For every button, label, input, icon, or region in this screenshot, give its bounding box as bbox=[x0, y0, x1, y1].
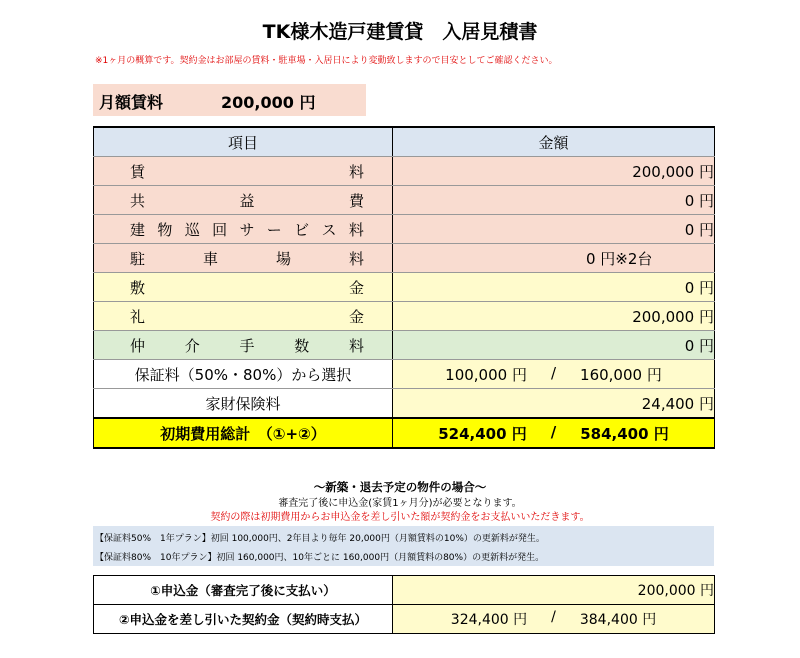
item-label-char: 数 bbox=[294, 336, 310, 355]
item-label bbox=[94, 331, 393, 360]
item-amount: 200,000 円 bbox=[393, 157, 715, 186]
new-build-case-line2: 契約の際は初期費用からお申込金を差し引いた額が契約金をお支払いいただきます。 bbox=[210, 512, 590, 523]
plan-1year: 【保証料50% 1年プラン】初回 100,000円、2年目より毎年 20,000円（月額賃料の10%）の更新料が発生。 bbox=[95, 534, 545, 544]
item-label-char: 回 bbox=[212, 220, 228, 239]
item-amount: 200,000 円 bbox=[393, 302, 715, 331]
item-label bbox=[94, 302, 393, 331]
item-amount: 0 円 bbox=[393, 186, 715, 215]
application-fee-label: ①申込金（審査完了後に支払い） bbox=[94, 576, 393, 605]
estimate-table bbox=[93, 126, 715, 449]
item-label-char: ー bbox=[266, 220, 282, 239]
application-fee-amount: 200,000 円 bbox=[393, 576, 715, 605]
page-title: TK様木造戸建賃貸 入居見積書 bbox=[262, 21, 538, 43]
monthly-rent-label: 月額賃料 bbox=[99, 93, 164, 112]
item-label-char: 介 bbox=[184, 336, 200, 355]
contract-fee-amount-80: 384,400 円 bbox=[579, 612, 657, 628]
item-label-char: 物 bbox=[157, 220, 173, 239]
item-label bbox=[94, 273, 393, 302]
item-label-char: 料 bbox=[348, 162, 364, 181]
guarantee-amount-50: 100,000 円 bbox=[445, 365, 527, 384]
contract-fee-amounts bbox=[393, 605, 715, 634]
total-amounts bbox=[393, 418, 715, 448]
total-separator: / bbox=[550, 422, 557, 441]
table-row bbox=[94, 215, 715, 244]
table-header-row bbox=[94, 127, 715, 157]
item-label-char: 建 bbox=[130, 220, 146, 239]
item-label bbox=[94, 215, 393, 244]
item-label-char: 場 bbox=[275, 249, 291, 268]
item-label-char: ス bbox=[321, 220, 337, 239]
item-label-char: 費 bbox=[348, 191, 364, 210]
item-label-char: 駐 bbox=[130, 249, 146, 268]
contract-fee-amount-50: 324,400 円 bbox=[450, 612, 528, 628]
item-label-char: 益 bbox=[239, 191, 255, 210]
item-label-char: 車 bbox=[202, 249, 218, 268]
item-label bbox=[94, 244, 393, 273]
insurance-label: 家財保険料 bbox=[94, 389, 393, 419]
table-row-contract-fee bbox=[94, 605, 715, 634]
item-label-char: 礼 bbox=[130, 307, 146, 326]
contract-fee-label: ②申込金を差し引いた契約金（契約時支払） bbox=[94, 605, 393, 634]
item-label-char: 金 bbox=[348, 278, 364, 297]
item-label-char: ビ bbox=[294, 220, 310, 239]
item-label-char: 料 bbox=[348, 249, 364, 268]
new-build-case-title: ～新築・退去予定の物件の場合～ bbox=[313, 480, 487, 494]
table-row-guarantee bbox=[94, 360, 715, 389]
header-item: 項目 bbox=[94, 127, 393, 157]
item-amount: 0 円 bbox=[393, 273, 715, 302]
monthly-rent-value: 200,000 円 bbox=[221, 93, 316, 112]
total-label: 初期費用総計 （①+②） bbox=[94, 418, 393, 448]
monthly-rent-box bbox=[93, 84, 366, 116]
guarantee-amounts bbox=[393, 360, 715, 389]
plan-10year: 【保証料80% 10年プラン】初回 160,000円、10年ごとに 160,000円（月額賃料の80%）の更新料が発生。 bbox=[95, 553, 545, 563]
table-row-application-fee bbox=[94, 576, 715, 605]
table-row-insurance bbox=[94, 389, 715, 419]
item-label bbox=[94, 186, 393, 215]
item-label-char: 金 bbox=[348, 307, 364, 326]
guarantee-separator: / bbox=[550, 363, 557, 382]
item-label-char: 共 bbox=[130, 191, 146, 210]
table-row-total bbox=[94, 418, 715, 448]
guarantee-amount-80: 160,000 円 bbox=[580, 365, 662, 384]
total-amount-80: 584,400 円 bbox=[580, 424, 669, 443]
item-label-char: 巡 bbox=[184, 220, 200, 239]
item-amount: 0 円※2台 bbox=[393, 244, 715, 273]
table-row bbox=[94, 244, 715, 273]
item-label-char: 賃 bbox=[130, 162, 146, 181]
guarantee-label: 保証料（50%・80%）から選択 bbox=[94, 360, 393, 389]
payment-table bbox=[93, 575, 715, 634]
item-amount: 0 円 bbox=[393, 215, 715, 244]
item-label-char: サ bbox=[239, 220, 255, 239]
estimate-note: ※1ヶ月の概算です。契約金はお部屋の賃料・駐車場・入居日により変動致しますので目安としてご確認ください。 bbox=[95, 56, 558, 66]
header-amount: 金額 bbox=[393, 127, 715, 157]
table-row bbox=[94, 186, 715, 215]
new-build-case-line1: 審査完了後に申込金(家賃1ヶ月分)が必要となります。 bbox=[278, 498, 522, 509]
item-label-char: 料 bbox=[348, 336, 364, 355]
guarantee-plans-box bbox=[93, 526, 714, 566]
table-row bbox=[94, 331, 715, 360]
table-row bbox=[94, 302, 715, 331]
item-label bbox=[94, 157, 393, 186]
item-amount: 0 円 bbox=[393, 331, 715, 360]
item-label-char: 敷 bbox=[130, 278, 146, 297]
table-row bbox=[94, 273, 715, 302]
item-label-char: 仲 bbox=[130, 336, 146, 355]
insurance-amount: 24,400 円 bbox=[393, 389, 715, 419]
item-label-char: 手 bbox=[239, 336, 255, 355]
item-label-char: 料 bbox=[348, 220, 364, 239]
contract-fee-separator: / bbox=[551, 609, 556, 625]
total-amount-50: 524,400 円 bbox=[438, 424, 527, 443]
table-row bbox=[94, 157, 715, 186]
